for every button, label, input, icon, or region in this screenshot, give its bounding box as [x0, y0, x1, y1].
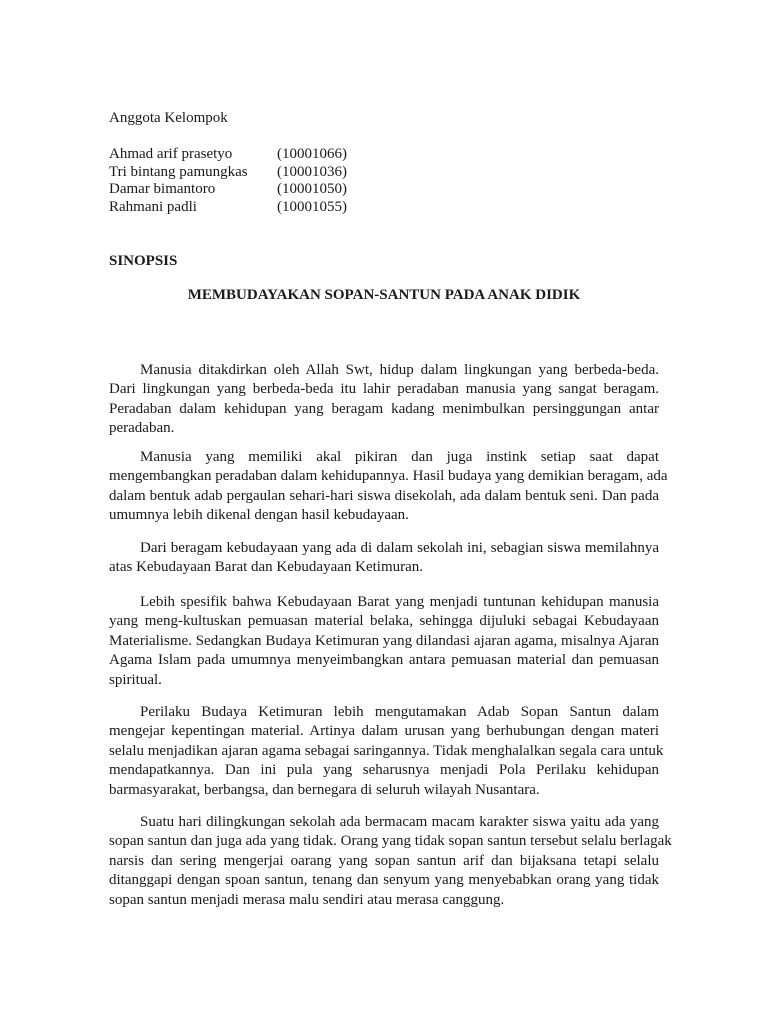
paragraph-line: Suatu hari dilingkungan sekolah ada bermacam macam karakter siswa yaitu ada yang	[140, 814, 659, 830]
paragraph-line: Materialisme. Sedangkan Budaya Ketimuran yang dilandasi ajaran agama, misalnya Ajaran	[109, 632, 659, 649]
paragraph-line: barmasyarakat, berbangsa, dan bernegara di seluruh wilayah Nusantara.	[109, 781, 540, 798]
paragraph-line: Lebih spesifik bahwa Kebudayaan Barat yang menjadi tuntunan kehidupan manusia	[140, 594, 659, 610]
group-label: Anggota Kelompok	[109, 110, 228, 126]
member-name: Rahmani padli	[109, 199, 197, 216]
member-id: (10001055)	[277, 199, 347, 216]
paragraph-line: selalu menjadikan ajaran agama sebagai saringannya. Tidak menghalalkan segala cara untuk	[109, 742, 664, 759]
member-row	[109, 164, 347, 182]
document-title: MEMBUDAYAKAN SOPAN-SANTUN PADA ANAK DIDIK	[187, 287, 581, 303]
paragraph	[109, 361, 659, 439]
paragraph-line: mengembangkan peradaban dalam kehidupannya. Hasil budaya yang demikian beragam, ada	[109, 468, 668, 485]
paragraph-line: Peradaban dalam kehidupan yang beragam kadang menimbulkan persinggungan antar	[109, 400, 659, 417]
member-name: Ahmad arif prasetyo	[109, 146, 233, 162]
paragraph-line: narsis dan sering mengerjai oarang yang sopan santun arif dan bijaksana tetapi selalu	[109, 852, 659, 869]
paragraph-line: Manusia ditakdirkan oleh Allah Swt, hidup dalam lingkungan yang berbeda-beda.	[140, 362, 659, 378]
paragraph-line: ditanggapi dengan spoan santun, tenang dan senyum yang menyebabkan orang yang tidak	[109, 872, 659, 889]
paragraph-line: sopan santun menjadi merasa malu sendiri atau merasa canggung.	[109, 891, 505, 908]
member-row	[109, 181, 347, 199]
paragraph-line: Agama Islam pada umumnya menyeimbangkan antara pemuasan material dan pemuasan	[109, 652, 659, 669]
paragraph	[109, 448, 668, 526]
paragraph-line: Manusia yang memiliki akal pikiran dan juga instink setiap saat dapat	[140, 449, 659, 465]
paragraph	[109, 539, 659, 578]
member-row	[109, 199, 347, 217]
member-id: (10001036)	[277, 163, 347, 180]
paragraph-line: mendapatkannya. Dan ini pula yang seharusnya menjadi Pola Perilaku kehidupan	[109, 762, 659, 779]
paragraph-line: Perilaku Budaya Ketimuran lebih mengutamakan Adab Sopan Santun dalam	[140, 704, 659, 720]
member-name: Tri bintang pamungkas	[109, 163, 248, 180]
paragraph-line: Dari lingkungan yang berbeda-beda itu lahir peradaban manusia yang sangat beragam.	[109, 381, 659, 398]
member-list	[109, 146, 347, 217]
paragraph-line: mengejar kepentingan material. Artinya dalam urusan yang berhubungan dengan materi	[109, 723, 659, 740]
paragraph-line: dalam bentuk adab pergaulan sehari-hari siswa disekolah, ada dalam bentuk seni. Dan pada	[109, 487, 659, 504]
paragraph	[109, 593, 659, 690]
section-heading: SINOPSIS	[109, 253, 178, 269]
paragraph-line: peradaban.	[109, 420, 175, 437]
paragraph	[109, 703, 664, 800]
member-name: Damar bimantoro	[109, 181, 216, 198]
member-id: (10001050)	[277, 181, 347, 198]
member-id: (10001066)	[277, 146, 347, 162]
paragraph-line: umumnya lebih dikenal dengan hasil kebudayaan.	[109, 507, 409, 524]
paragraph-line: Dari beragam kebudayaan yang ada di dalam sekolah ini, sebagian siswa memilahnya	[140, 540, 659, 556]
paragraph-line: spiritual.	[109, 671, 162, 688]
paragraph	[109, 813, 672, 910]
member-row	[109, 146, 347, 164]
paragraph-line: atas Kebudayaan Barat dan Kebudayaan Ketimuran.	[109, 559, 424, 576]
paragraph-line: yang meng-kultuskan pemuasan material belaka, sehingga dijuluki sebagai Kebudayaan	[109, 613, 659, 630]
paragraph-line: sopan santun dan juga ada yang tidak. Orang yang tidak sopan santun tersebut selalu berlagak	[109, 833, 672, 850]
